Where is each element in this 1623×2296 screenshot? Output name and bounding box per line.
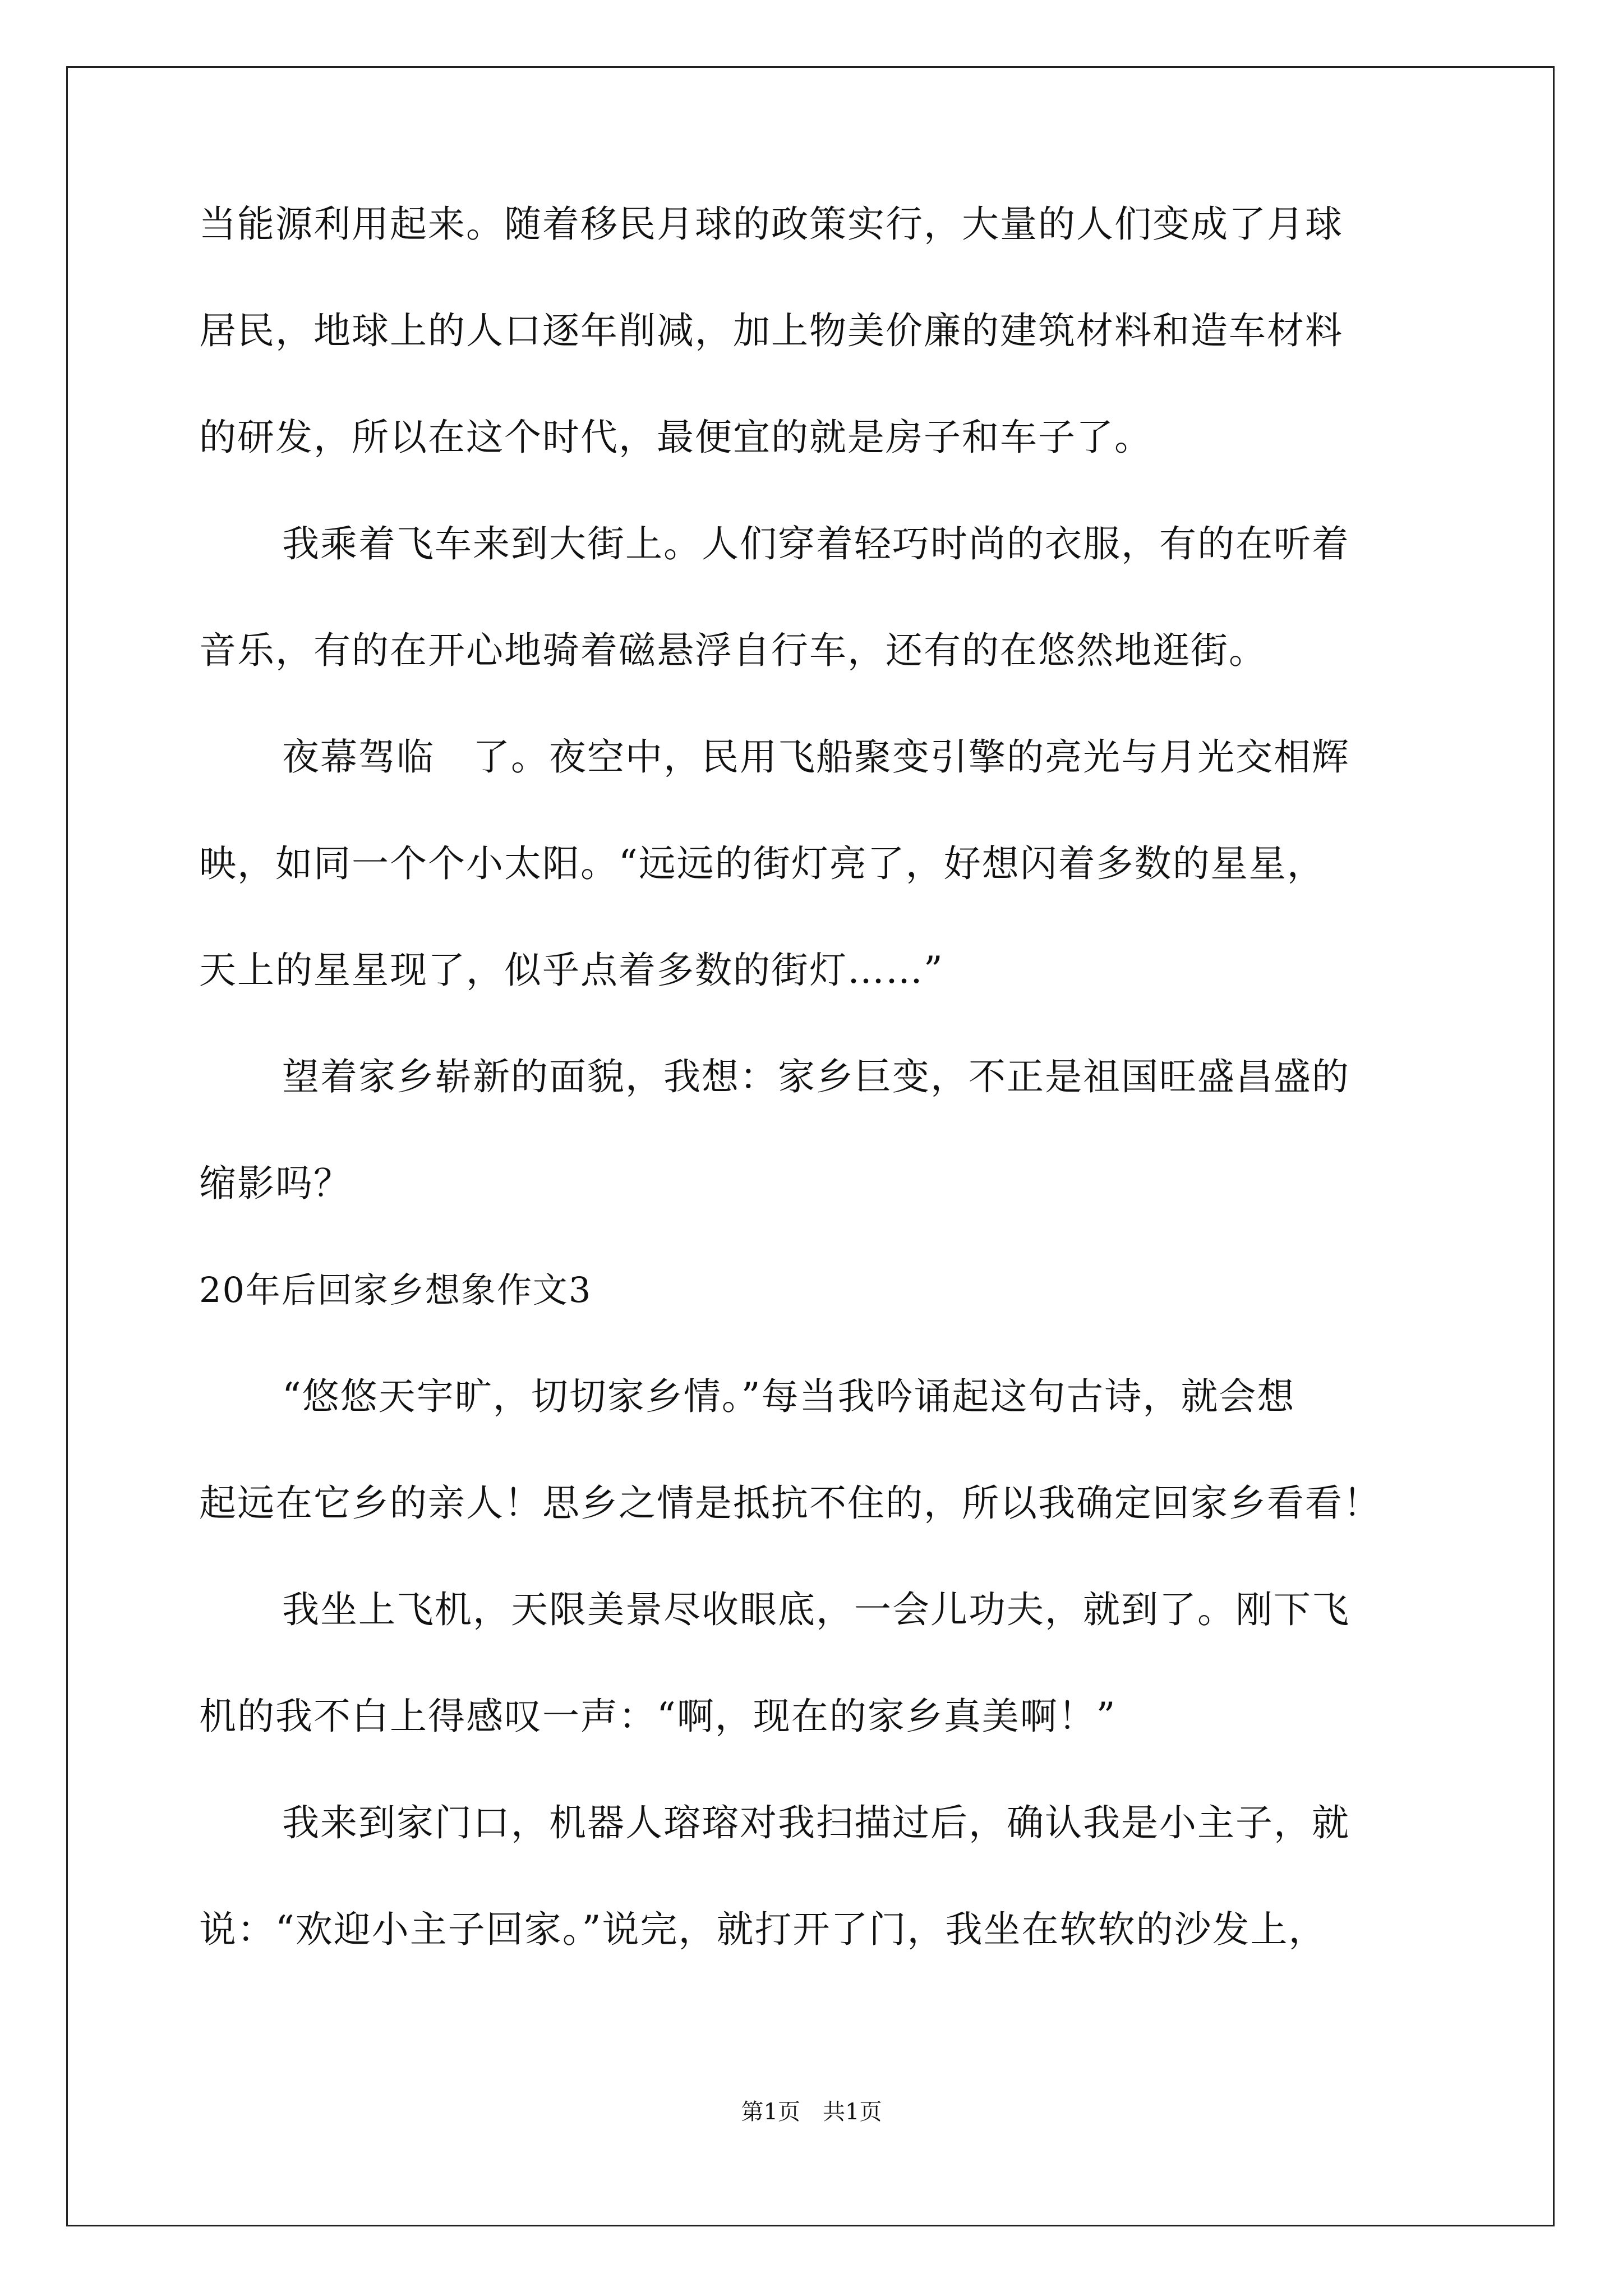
document-body [199,203,1433,2015]
text-line: “悠悠天宇旷，切切家乡情。”每当我吟诵起这句古诗，就会想 [282,1375,1295,1418]
text-line: 天上的星星现了，似乎点着多数的街灯……” [199,949,944,992]
text-line: 夜幕驾临 了。夜空中，民用飞船聚变引擎的亮光与月光交相辉 [282,735,1350,779]
text-line: 说：“欢迎小主子回家。”说完，就打开了门，我坐在软软的沙发上， [199,1908,1327,1951]
text-line: 的研发，所以在这个时代，最便宜的就是房子和车子了。 [199,416,1152,459]
text-line: 我乘着飞车来到大街上。人们穿着轻巧时尚的衣服，有的在听着 [282,522,1350,565]
section-heading: 20年后回家乡想象作文3 [199,1269,592,1310]
page-footer: 第1页 共1页 [741,2099,882,2125]
text-line: 机的我不白上得感叹一声：“啊，现在的家乡真美啊！” [199,1695,1117,1738]
text-line: 望着家乡崭新的面貌，我想：家乡巨变，不正是祖国旺盛昌盛的 [282,1055,1350,1098]
text-line: 我来到家门口，机器人瑢瑢对我扫描过后，确认我是小主子，就 [282,1801,1350,1844]
text-line: 居民，地球上的人口逐年削减，加上物美价廉的建筑材料和造车材料 [199,309,1343,352]
text-line: 缩影吗？ [199,1162,352,1205]
text-line: 映，如同一个个小太阳。“远远的街灯亮了，好想闪着多数的星星， [199,842,1325,885]
text-line: 音乐，有的在开心地骑着磁悬浮自行车，还有的在悠然地逛街。 [199,629,1267,672]
text-line: 当能源利用起来。随着移民月球的政策实行，大量的人们变成了月球 [199,203,1343,246]
text-line: 我坐上飞机，天限美景尽收眼底，一会儿功夫，就到了。刚下飞 [282,1588,1350,1631]
text-line: 起远在它乡的亲人！思乡之情是抵抗不住的，所以我确定回家乡看看！ [199,1481,1381,1525]
